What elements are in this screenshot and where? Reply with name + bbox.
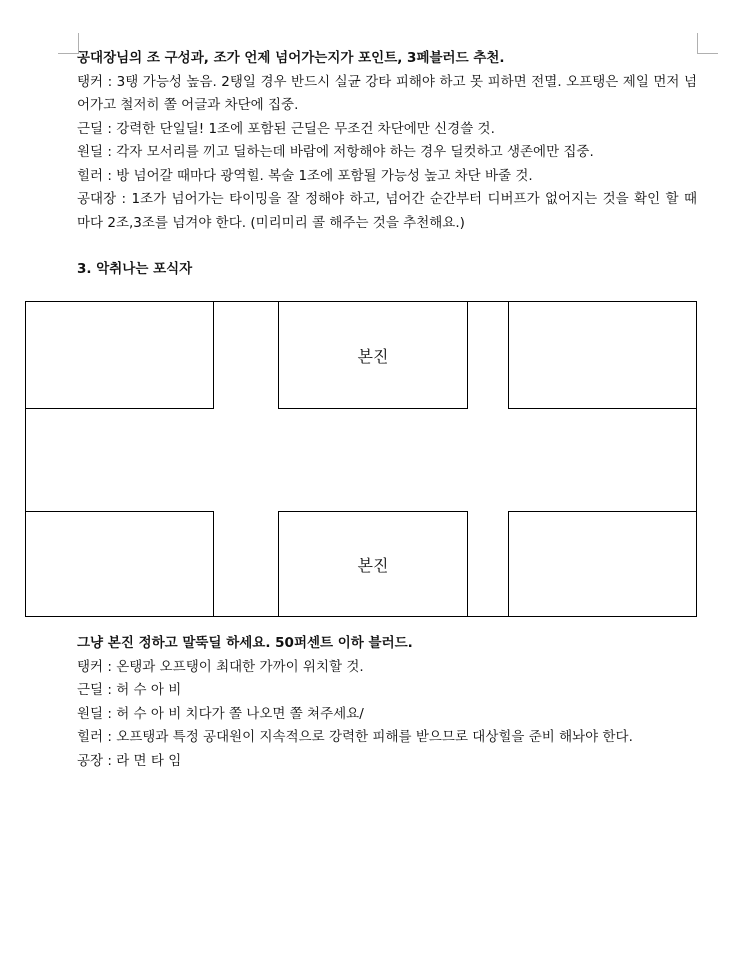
- notes-line-tank: 탱커 : 온탱과 오프탱이 최대한 가까이 위치할 것.: [77, 658, 364, 675]
- intro-line-melee: 근딜 : 강력한 단일딜! 1조에 포함된 근딜은 무조건 차단에만 신경쓸 것.: [77, 120, 495, 137]
- intro-block: [77, 47, 697, 235]
- map-block-bottom-right: [508, 511, 697, 617]
- notes-heading: 그냥 본진 정하고 말뚝딜 하세요. 50퍼센트 이하 블러드.: [77, 635, 413, 651]
- map-block-bottom-left: [25, 511, 214, 617]
- map-block-bottom-center: [278, 511, 468, 617]
- intro-line-healer: 힐러 : 방 넘어갈 때마다 광역힐. 복술 1조에 포함될 가능성 높고 차단 바줄 것.: [77, 167, 533, 184]
- page-corner-mark-right: [697, 33, 718, 54]
- section-heading: 3. 악취나는 포식자: [77, 261, 193, 277]
- map-block-top-left: [25, 301, 214, 409]
- room-layout-diagram: [25, 301, 697, 617]
- notes-line-ranged: 원딜 : 허 수 아 비 치다가 쫄 나오면 쫄 쳐주세요/: [77, 705, 364, 722]
- page-corner-mark-left: [58, 33, 79, 54]
- intro-line-tank: 탱커 : 3탱 가능성 높음. 2탱일 경우 반드시 실균 강타 피해야 하고 못 피하면 전멸. 오프탱은 제일 먼저 넘어가고 철저히 쫄 어글과 차단에 집중.: [77, 73, 697, 113]
- notes-block: [77, 632, 697, 773]
- intro-line-raid-leader: 공대장 : 1조가 넘어가는 타이밍을 잘 정해야 하고, 넘어간 순간부터 디버프가 없어지는 것을 확인 할 때 마다 2조,3조를 넘겨야 한다. (미리미리 콜 해주는 것을 추천해요.): [77, 191, 697, 231]
- base-label-bottom: 본진: [357, 555, 389, 575]
- notes-line-melee: 근딜 : 허 수 아 비: [77, 682, 182, 698]
- base-label-top: 본진: [357, 346, 389, 366]
- map-block-top-right: [508, 301, 697, 409]
- intro-line-ranged: 원딜 : 각자 모서리를 끼고 딜하는데 바람에 저항해야 하는 경우 딜컷하고 생존에만 집중.: [77, 144, 594, 160]
- intro-heading: 공대장님의 조 구성과, 조가 언제 넘어가는지가 포인트, 3페블러드 추천.: [77, 50, 505, 66]
- notes-line-raid-leader: 공장 : 라 면 타 임: [77, 752, 182, 769]
- map-block-top-center: [278, 301, 468, 409]
- notes-line-healer: 힐러 : 오프탱과 특정 공대원이 지속적으로 강력한 피해를 받으므로 대상힐을 준비 해놔야 한다.: [77, 729, 633, 745]
